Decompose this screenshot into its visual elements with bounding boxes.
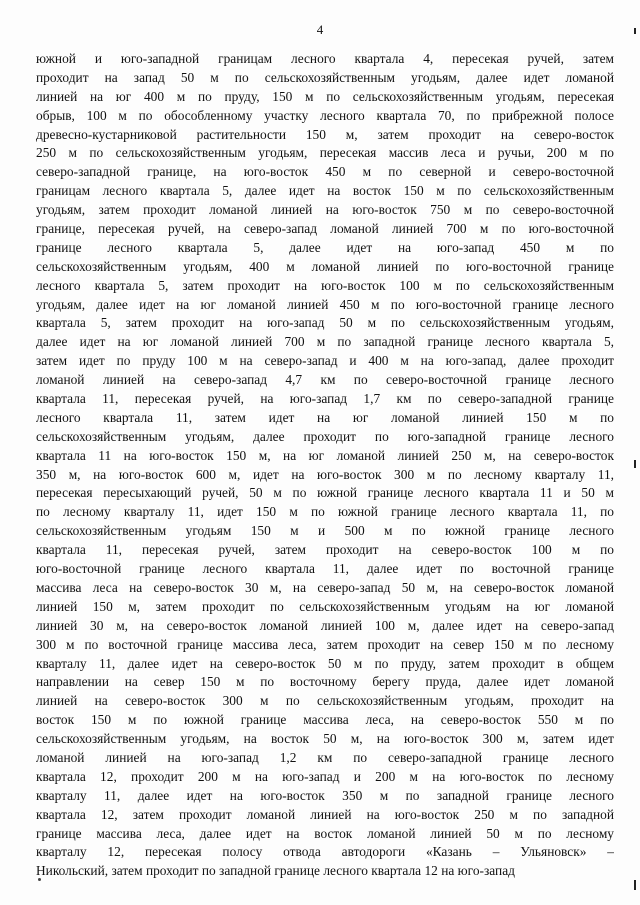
text-line: линией 150 м, затем проходит по сельскохозяйственным угодьям на юг ломаной: [36, 598, 614, 614]
scan-edge-mark: [634, 28, 636, 34]
text-line: обрыв, 100 м по обособленному участку лесного квартала 70, по прибрежной полосе: [36, 107, 614, 123]
text-line: лесного квартала 11, затем идет на юг ломаной линией 150 м по: [36, 409, 614, 425]
page-number: 4: [316, 22, 324, 37]
text-line: ломаной линией на юго-запад 1,2 км по северо-западной границе лесного: [36, 749, 614, 765]
text-line: сельскохозяйственным угодьям, на восток 50 м, на юго-восток 300 м, затем идет: [36, 731, 614, 747]
text-line: квартала 5, затем проходит на юго-запад 50 м по сельскохозяйственным угодьям,: [36, 315, 614, 331]
text-line: кварталу 11, далее идет на юго-восток 350 м по западной границе лесного: [36, 787, 614, 803]
text-line: направлении на север 150 м по восточному берегу пруда, далее идет ломаной: [36, 674, 614, 690]
text-line: затем идет по пруду 100 м на северо-запад и 400 м на юго-запад, далее проходит: [36, 353, 614, 369]
text-line: квартала 11, пересекая ручей, затем проходит на северо-восток 100 м по: [36, 542, 614, 558]
scan-edge-mark: [634, 460, 636, 468]
text-line: угодьям, далее идет на юг ломаной линией 450 м по юго-восточной границе лесного: [36, 296, 614, 312]
text-line: кварталу 12, пересекая полосу отвода автодороги «Казань – Ульяновск» –: [36, 844, 614, 860]
text-line: южной и юго-западной границам лесного квартала 4, пересекая ручей, затем: [36, 51, 614, 66]
text-line: проходит на запад 50 м по сельскохозяйственным угодьям, далее идет ломаной: [36, 69, 614, 85]
scan-speck: [38, 878, 41, 881]
scan-edge-mark: [634, 880, 636, 890]
text-line: границе лесного квартала 5, далее идет на юго-запад 450 м по: [36, 239, 614, 255]
text-line: линией 30 м, на северо-восток ломаной линией 100 м, далее идет на северо-запад: [36, 617, 614, 633]
text-line: 300 м по восточной границе массива леса, затем проходит на север 150 м по лесному: [36, 636, 614, 652]
text-line: границам лесного квартала 5, далее идет на восток 150 м по сельскохозяйственным: [36, 183, 614, 199]
text-line: по лесному кварталу 11, идет 150 м по южной границе лесного квартала 11, по: [36, 504, 614, 520]
text-line: восток 150 м по южной границе массива леса, на северо-восток 550 м по: [36, 712, 614, 728]
text-line: Никольский, затем проходит по западной границе лесного квартала 12 на юго-запад: [36, 863, 515, 879]
text-line: квартала 12, проходит 200 м на юго-запад и 200 м на юго-восток по лесному: [36, 768, 614, 784]
text-line: кварталу 11, далее идет на северо-восток 50 м по пруду, затем проходит в общем: [36, 655, 614, 671]
text-line: пересекая пересыхающий ручей, 50 м по южной границе лесного квартала 11 и 50 м: [36, 485, 614, 501]
text-line: лесного квартала 5, затем проходит на юго-восток 100 м по сельскохозяйственным: [36, 277, 614, 293]
text-line: далее идет на юг ломаной линией 700 м по западной границе лесного квартала 5,: [36, 334, 614, 350]
text-line: сельскохозяйственным угодьям, далее проходит по юго-западной границе лесного: [36, 428, 614, 444]
text-line: угодьям, затем проходит ломаной линией на юго-восток 750 м по северо-восточной: [36, 202, 614, 218]
text-line: сельскохозяйственным угодьям 150 м и 500 м по южной границе лесного: [36, 523, 614, 539]
text-line: 350 м, на юго-восток 600 м, идет на юго-восток 300 м по лесному кварталу 11,: [36, 466, 614, 482]
body-text: [36, 50, 614, 881]
text-line: линией на юг 400 м по пруду, 150 м по сельскохозяйственным угодьям, пересекая: [36, 88, 614, 104]
text-line: квартала 11, пересекая ручей, на юго-запад 1,7 км по северо-западной границе: [36, 391, 614, 407]
text-line: квартала 12, затем проходит ломаной линией на юго-восток 250 м по западной: [36, 806, 614, 822]
text-line: сельскохозяйственным угодьям, 400 м ломаной линией по юго-восточной границе: [36, 258, 614, 274]
text-line: юго-восточной границе лесного квартала 11, далее идет по восточной границе: [36, 561, 614, 577]
text-line: границе, пересекая ручей, на северо-запад ломаной линией 700 м по юго-восточной: [36, 221, 614, 237]
text-line: древесно-кустарниковой растительности 150 м, затем проходит на северо-восток: [36, 126, 614, 142]
text-line: ломаной линией на северо-запад 4,7 км по северо-восточной границе лесного: [36, 372, 614, 388]
text-line: квартала 11 на юго-восток 150 м, на юг ломаной линией 250 м, на северо-восток: [36, 447, 614, 463]
text-line: 250 м по сельскохозяйственным угодьям, пересекая массив леса и ручьи, 200 м по: [36, 145, 614, 161]
text-line: массива леса на северо-восток 30 м, на северо-запад 50 м, на северо-восток ломаной: [36, 579, 614, 595]
text-line: границе массива леса, далее идет на восток ломаной линией 50 м по лесному: [36, 825, 614, 841]
text-line: линией на северо-восток 300 м по сельскохозяйственным угодьям, проходит на: [36, 693, 614, 709]
text-line: северо-западной границе, на юго-восток 450 м по северной и северо-восточной: [36, 164, 614, 180]
